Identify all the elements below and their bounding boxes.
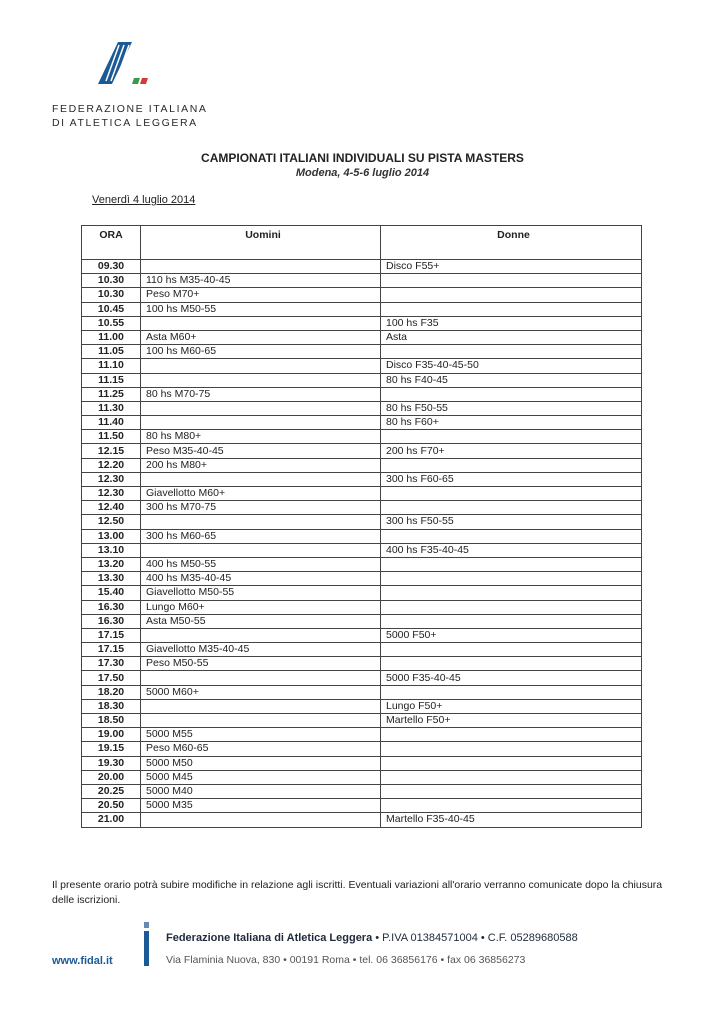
schedule-body <box>82 260 642 828</box>
uomini-cell: 5000 M60+ <box>141 685 381 699</box>
schedule-row <box>82 458 642 472</box>
donne-cell <box>381 572 642 586</box>
schedule-row <box>82 330 642 344</box>
donne-cell: 300 hs F60-65 <box>381 472 642 486</box>
uomini-cell: Lungo M60+ <box>141 600 381 614</box>
donne-cell <box>381 685 642 699</box>
uomini-cell: 5000 M55 <box>141 728 381 742</box>
schedule-row <box>82 671 642 685</box>
header-uomini: Uomini <box>141 226 381 260</box>
schedule-row <box>82 529 642 543</box>
schedule-row <box>82 685 642 699</box>
schedule-row <box>82 487 642 501</box>
uomini-cell: Peso M70+ <box>141 288 381 302</box>
donne-cell <box>381 756 642 770</box>
ora-cell: 17.30 <box>82 657 141 671</box>
donne-cell <box>381 586 642 600</box>
schedule-row <box>82 756 642 770</box>
schedule-row <box>82 799 642 813</box>
donne-cell <box>381 799 642 813</box>
federation-name-line1: FEDERAZIONE ITALIANA <box>52 103 208 115</box>
uomini-cell: Peso M60-65 <box>141 742 381 756</box>
schedule-row <box>82 600 642 614</box>
ora-cell: 15.40 <box>82 586 141 600</box>
schedule-row <box>82 444 642 458</box>
uomini-cell: 400 hs M50-55 <box>141 557 381 571</box>
uomini-cell <box>141 373 381 387</box>
ora-cell: 13.30 <box>82 572 141 586</box>
ora-cell: 12.15 <box>82 444 141 458</box>
footer-organization <box>166 932 578 944</box>
footer-logo-bar <box>144 922 149 966</box>
ora-cell: 11.50 <box>82 430 141 444</box>
header-ora: ORA <box>82 226 141 260</box>
ora-cell: 16.30 <box>82 600 141 614</box>
schedule-row <box>82 274 642 288</box>
schedule-row <box>82 643 642 657</box>
schedule-row <box>82 813 642 827</box>
donne-cell: 100 hs F35 <box>381 316 642 330</box>
uomini-cell: Asta M50-55 <box>141 614 381 628</box>
donne-cell <box>381 784 642 798</box>
schedule-row <box>82 515 642 529</box>
disclaimer-note: Il presente orario potrà subire modifiche in relazione agli iscritti. Eventuali variazioni all'orario verranno comunicate dopo la chiusura delle iscrizioni. <box>52 879 663 906</box>
uomini-cell: 80 hs M70-75 <box>141 387 381 401</box>
uomini-cell <box>141 401 381 415</box>
schedule-row <box>82 501 642 515</box>
uomini-cell <box>141 699 381 713</box>
ora-cell: 09.30 <box>82 260 141 274</box>
schedule-row <box>82 657 642 671</box>
schedule-row <box>82 543 642 557</box>
donne-cell: 5000 F35-40-45 <box>381 671 642 685</box>
ora-cell: 11.30 <box>82 401 141 415</box>
document-title: CAMPIONATI ITALIANI INDIVIDUALI SU PISTA MASTERS <box>201 151 524 165</box>
ora-cell: 11.40 <box>82 416 141 430</box>
donne-cell <box>381 557 642 571</box>
uomini-cell: Giavellotto M35-40-45 <box>141 643 381 657</box>
ora-cell: 11.15 <box>82 373 141 387</box>
donne-cell <box>381 345 642 359</box>
uomini-cell: 5000 M50 <box>141 756 381 770</box>
uomini-cell <box>141 543 381 557</box>
footer-address: Via Flaminia Nuova, 830 • 00191 Roma • tel. 06 36856176 • fax 06 36856273 <box>166 954 526 966</box>
uomini-cell <box>141 472 381 486</box>
uomini-cell: 100 hs M50-55 <box>141 302 381 316</box>
schedule-row <box>82 472 642 486</box>
ora-cell: 19.00 <box>82 728 141 742</box>
ora-cell: 12.30 <box>82 487 141 501</box>
federation-name <box>52 102 208 130</box>
uomini-cell: Giavellotto M60+ <box>141 487 381 501</box>
uomini-cell: Peso M35-40-45 <box>141 444 381 458</box>
ora-cell: 21.00 <box>82 813 141 827</box>
ora-cell: 17.15 <box>82 628 141 642</box>
ora-cell: 17.15 <box>82 643 141 657</box>
footer-org-name: Federazione Italiana di Atletica Leggera <box>166 932 373 944</box>
schedule-row <box>82 387 642 401</box>
donne-cell <box>381 770 642 784</box>
ora-cell: 10.45 <box>82 302 141 316</box>
ora-cell: 18.50 <box>82 714 141 728</box>
donne-cell: 300 hs F50-55 <box>381 515 642 529</box>
ora-cell: 13.00 <box>82 529 141 543</box>
uomini-cell: 5000 M35 <box>141 799 381 813</box>
ora-cell: 18.20 <box>82 685 141 699</box>
uomini-cell: 5000 M40 <box>141 784 381 798</box>
uomini-cell: 5000 M45 <box>141 770 381 784</box>
uomini-cell <box>141 671 381 685</box>
schedule-row <box>82 742 642 756</box>
donne-cell: 80 hs F40-45 <box>381 373 642 387</box>
schedule-row <box>82 416 642 430</box>
donne-cell: Martello F35-40-45 <box>381 813 642 827</box>
donne-cell <box>381 274 642 288</box>
donne-cell <box>381 728 642 742</box>
donne-cell <box>381 387 642 401</box>
schedule-row <box>82 260 642 274</box>
uomini-cell: Asta M60+ <box>141 330 381 344</box>
ora-cell: 19.30 <box>82 756 141 770</box>
ora-cell: 12.20 <box>82 458 141 472</box>
uomini-cell: 400 hs M35-40-45 <box>141 572 381 586</box>
donne-cell <box>381 458 642 472</box>
ora-cell: 13.10 <box>82 543 141 557</box>
donne-cell <box>381 430 642 444</box>
uomini-cell: 80 hs M80+ <box>141 430 381 444</box>
ora-cell: 12.30 <box>82 472 141 486</box>
ora-cell: 11.10 <box>82 359 141 373</box>
footer-logo-bar-main <box>144 931 149 966</box>
schedule-row <box>82 784 642 798</box>
ora-cell: 11.05 <box>82 345 141 359</box>
fidal-logo-icon <box>98 42 160 90</box>
header-donne: Donne <box>381 226 642 260</box>
ora-cell: 12.40 <box>82 501 141 515</box>
ora-cell: 18.30 <box>82 699 141 713</box>
uomini-cell <box>141 416 381 430</box>
uomini-cell <box>141 628 381 642</box>
uomini-cell: 300 hs M70-75 <box>141 501 381 515</box>
ora-cell: 12.50 <box>82 515 141 529</box>
uomini-cell <box>141 359 381 373</box>
uomini-cell: Peso M50-55 <box>141 657 381 671</box>
uomini-cell <box>141 714 381 728</box>
donne-cell: 80 hs F60+ <box>381 416 642 430</box>
donne-cell <box>381 501 642 515</box>
donne-cell <box>381 614 642 628</box>
schedule-table <box>81 225 642 828</box>
donne-cell <box>381 529 642 543</box>
schedule-row <box>82 373 642 387</box>
donne-cell <box>381 742 642 756</box>
uomini-cell <box>141 260 381 274</box>
ora-cell: 13.20 <box>82 557 141 571</box>
donne-cell: Martello F50+ <box>381 714 642 728</box>
ora-cell: 19.15 <box>82 742 141 756</box>
schedule-row <box>82 557 642 571</box>
schedule-row <box>82 345 642 359</box>
day-heading: Venerdì 4 luglio 2014 <box>92 194 196 206</box>
schedule-row <box>82 430 642 444</box>
schedule-row <box>82 316 642 330</box>
uomini-cell <box>141 316 381 330</box>
uomini-cell: 200 hs M80+ <box>141 458 381 472</box>
schedule-row <box>82 359 642 373</box>
uomini-cell <box>141 515 381 529</box>
schedule-row <box>82 714 642 728</box>
federation-name-line2: DI ATLETICA LEGGERA <box>52 117 198 129</box>
uomini-cell: 110 hs M35-40-45 <box>141 274 381 288</box>
schedule-row <box>82 614 642 628</box>
ora-cell: 17.50 <box>82 671 141 685</box>
uomini-cell <box>141 813 381 827</box>
schedule-row <box>82 628 642 642</box>
footer-logo-bar-top <box>144 922 149 928</box>
ora-cell: 10.30 <box>82 288 141 302</box>
uomini-cell: Giavellotto M50-55 <box>141 586 381 600</box>
donne-cell: 5000 F50+ <box>381 628 642 642</box>
ora-cell: 10.55 <box>82 316 141 330</box>
ora-cell: 11.25 <box>82 387 141 401</box>
donne-cell: 400 hs F35-40-45 <box>381 543 642 557</box>
donne-cell: Lungo F50+ <box>381 699 642 713</box>
footer-fiscal-info: • P.IVA 01384571004 • C.F. 05289680588 <box>372 932 578 944</box>
schedule-row <box>82 401 642 415</box>
schedule-row <box>82 699 642 713</box>
donne-cell <box>381 487 642 501</box>
uomini-cell: 100 hs M60-65 <box>141 345 381 359</box>
uomini-cell: 300 hs M60-65 <box>141 529 381 543</box>
schedule-row <box>82 728 642 742</box>
schedule-row <box>82 586 642 600</box>
donne-cell: Asta <box>381 330 642 344</box>
ora-cell: 20.00 <box>82 770 141 784</box>
donne-cell: Disco F35-40-45-50 <box>381 359 642 373</box>
schedule-row <box>82 288 642 302</box>
donne-cell <box>381 302 642 316</box>
donne-cell <box>381 657 642 671</box>
donne-cell: 200 hs F70+ <box>381 444 642 458</box>
donne-cell <box>381 643 642 657</box>
schedule-header-row <box>82 226 642 260</box>
ora-cell: 11.00 <box>82 330 141 344</box>
donne-cell <box>381 600 642 614</box>
donne-cell: 80 hs F50-55 <box>381 401 642 415</box>
ora-cell: 10.30 <box>82 274 141 288</box>
ora-cell: 20.50 <box>82 799 141 813</box>
schedule-row <box>82 770 642 784</box>
ora-cell: 20.25 <box>82 784 141 798</box>
schedule-row <box>82 302 642 316</box>
schedule-row <box>82 572 642 586</box>
document-subtitle: Modena, 4-5-6 luglio 2014 <box>295 167 430 179</box>
donne-cell <box>381 288 642 302</box>
ora-cell: 16.30 <box>82 614 141 628</box>
website-link[interactable]: www.fidal.it <box>52 955 113 967</box>
donne-cell: Disco F55+ <box>381 260 642 274</box>
